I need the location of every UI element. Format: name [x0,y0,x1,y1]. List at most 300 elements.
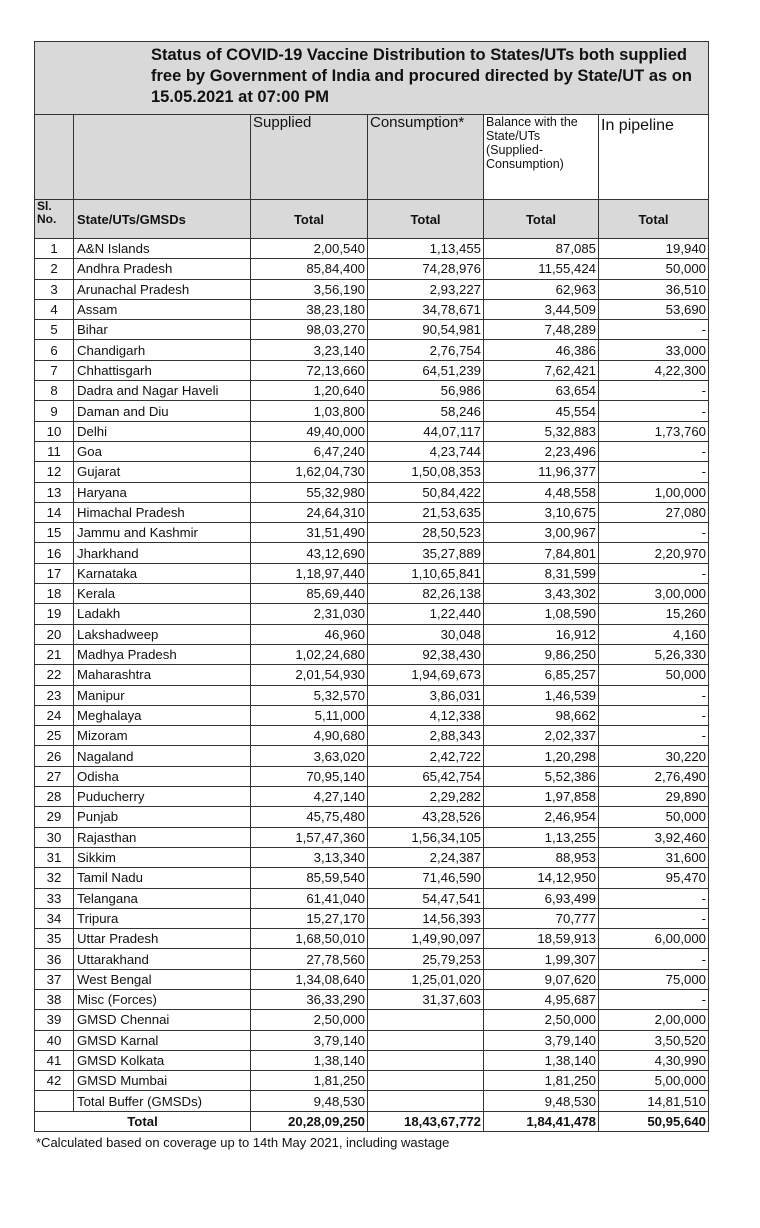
cell-state-name: Misc (Forces) [74,989,251,1009]
cell-balance: 11,96,377 [484,462,599,482]
cell-pipeline: - [599,726,709,746]
cell-sl-no: 13 [35,482,74,502]
cell-sl-no: 39 [35,1010,74,1030]
cell-consumption: 2,24,387 [368,847,484,867]
header-total-pipeline: Total [599,200,709,239]
cell-supplied: 98,03,270 [251,320,368,340]
table-row [35,1071,709,1091]
cell-sl-no: 23 [35,685,74,705]
cell-state-name: Manipur [74,685,251,705]
cell-consumption: 34,78,671 [368,299,484,319]
cell-pipeline: 53,690 [599,299,709,319]
cell-consumption: 4,23,744 [368,441,484,461]
cell-state-name: Jammu and Kashmir [74,523,251,543]
cell-state-name: Goa [74,441,251,461]
cell-supplied: 4,90,680 [251,726,368,746]
cell-supplied: 61,41,040 [251,888,368,908]
cell-supplied: 85,59,540 [251,868,368,888]
cell-consumption: 31,37,603 [368,989,484,1009]
cell-state-name: Punjab [74,807,251,827]
cell-state-name: Himachal Pradesh [74,502,251,522]
cell-balance: 3,00,967 [484,523,599,543]
cell-sl-no: 8 [35,381,74,401]
cell-pipeline: 50,000 [599,259,709,279]
table-row [35,259,709,279]
header-pipeline-label: In pipeline [601,117,674,134]
cell-pipeline: - [599,989,709,1009]
cell-pipeline: - [599,908,709,928]
cell-balance: 98,662 [484,705,599,725]
table-row [35,604,709,624]
cell-sl-no: 33 [35,888,74,908]
cell-supplied: 3,63,020 [251,746,368,766]
cell-consumption: 58,246 [368,401,484,421]
table-row [35,340,709,360]
cell-consumption: 74,28,976 [368,259,484,279]
cell-sl-no: 25 [35,726,74,746]
table-row [35,1010,709,1030]
cell-balance: 5,52,386 [484,766,599,786]
cell-supplied: 24,64,310 [251,502,368,522]
cell-balance: 7,62,421 [484,360,599,380]
cell-state-name: Haryana [74,482,251,502]
cell-supplied: 85,69,440 [251,584,368,604]
table-row [35,726,709,746]
cell-pipeline: 95,470 [599,868,709,888]
total-label: Total [35,1111,251,1131]
cell-sl-no: 3 [35,279,74,299]
cell-consumption: 2,88,343 [368,726,484,746]
table-row [35,888,709,908]
cell-consumption: 1,25,01,020 [368,969,484,989]
cell-supplied: 2,50,000 [251,1010,368,1030]
cell-pipeline: 4,30,990 [599,1050,709,1070]
vaccine-distribution-table [34,41,709,1132]
header-total-consumption: Total [368,200,484,239]
cell-sl-no: 31 [35,847,74,867]
cell-sl-no: 22 [35,665,74,685]
cell-pipeline: 5,26,330 [599,644,709,664]
cell-pipeline: - [599,401,709,421]
cell-state-name: GMSD Karnal [74,1030,251,1050]
cell-pipeline: - [599,563,709,583]
cell-supplied: 27,78,560 [251,949,368,969]
cell-balance: 18,59,913 [484,929,599,949]
cell-pipeline: 2,20,970 [599,543,709,563]
cell-balance: 2,46,954 [484,807,599,827]
cell-state-name: GMSD Mumbai [74,1071,251,1091]
cell-consumption: 3,86,031 [368,685,484,705]
cell-pipeline: 19,940 [599,239,709,259]
cell-state-name: Dadra and Nagar Haveli [74,381,251,401]
cell-balance: 45,554 [484,401,599,421]
cell-state-name: Tamil Nadu [74,868,251,888]
cell-sl-no: 40 [35,1030,74,1050]
cell-consumption: 54,47,541 [368,888,484,908]
cell-state-name: Andhra Pradesh [74,259,251,279]
cell-consumption [368,1050,484,1070]
table-row [35,299,709,319]
table-row [35,827,709,847]
cell-sl-no [35,1091,74,1111]
cell-sl-no: 32 [35,868,74,888]
cell-supplied: 1,81,250 [251,1071,368,1091]
cell-state-name: Ladakh [74,604,251,624]
cell-supplied: 5,32,570 [251,685,368,705]
cell-supplied: 49,40,000 [251,421,368,441]
cell-balance: 1,20,298 [484,746,599,766]
cell-consumption: 14,56,393 [368,908,484,928]
cell-pipeline: 6,00,000 [599,929,709,949]
cell-pipeline: 15,260 [599,604,709,624]
cell-sl-no: 36 [35,949,74,969]
header-balance-label: Balance with the State/UTs (Supplied-Consumption) [486,115,578,171]
header-consumption [368,115,484,200]
cell-supplied: 85,84,400 [251,259,368,279]
cell-consumption [368,1010,484,1030]
cell-sl-no: 15 [35,523,74,543]
table-row [35,807,709,827]
total-supplied: 20,28,09,250 [251,1111,368,1131]
table-row [35,1050,709,1070]
cell-state-name: Telangana [74,888,251,908]
cell-balance: 1,38,140 [484,1050,599,1070]
cell-consumption: 28,50,523 [368,523,484,543]
cell-consumption: 1,56,34,105 [368,827,484,847]
cell-supplied: 2,31,030 [251,604,368,624]
cell-balance: 2,23,496 [484,441,599,461]
cell-balance: 1,46,539 [484,685,599,705]
table-row [35,482,709,502]
total-consumption: 18,43,67,772 [368,1111,484,1131]
cell-balance: 1,81,250 [484,1071,599,1091]
cell-sl-no: 38 [35,989,74,1009]
cell-sl-no: 5 [35,320,74,340]
cell-pipeline: 1,73,760 [599,421,709,441]
cell-balance: 2,02,337 [484,726,599,746]
cell-balance: 62,963 [484,279,599,299]
cell-state-name: Assam [74,299,251,319]
cell-balance: 63,654 [484,381,599,401]
cell-consumption: 43,28,526 [368,807,484,827]
cell-supplied: 4,27,140 [251,787,368,807]
cell-state-name: Chhattisgarh [74,360,251,380]
cell-state-name: Karnataka [74,563,251,583]
table-row [35,665,709,685]
cell-sl-no: 42 [35,1071,74,1091]
table-row [35,868,709,888]
cell-pipeline: - [599,320,709,340]
cell-supplied: 15,27,170 [251,908,368,928]
cell-supplied: 55,32,980 [251,482,368,502]
cell-balance: 16,912 [484,624,599,644]
cell-supplied: 1,38,140 [251,1050,368,1070]
cell-pipeline: 4,160 [599,624,709,644]
table-row [35,523,709,543]
table-row [35,462,709,482]
cell-consumption: 82,26,138 [368,584,484,604]
table-row [35,441,709,461]
cell-balance: 7,84,801 [484,543,599,563]
vaccine-distribution-document [34,41,708,1132]
cell-consumption: 2,42,722 [368,746,484,766]
cell-consumption: 1,10,65,841 [368,563,484,583]
cell-supplied: 36,33,290 [251,989,368,1009]
header-sl-no: Sl. No. [35,200,74,239]
table-row [35,320,709,340]
cell-consumption [368,1091,484,1111]
total-balance: 1,84,41,478 [484,1111,599,1131]
cell-state-name: Madhya Pradesh [74,644,251,664]
table-row [35,949,709,969]
cell-supplied: 1,68,50,010 [251,929,368,949]
cell-consumption: 50,84,422 [368,482,484,502]
cell-state-name: Lakshadweep [74,624,251,644]
cell-balance: 9,07,620 [484,969,599,989]
cell-pipeline: 3,50,520 [599,1030,709,1050]
cell-consumption: 90,54,981 [368,320,484,340]
cell-pipeline: - [599,441,709,461]
cell-pipeline: 2,76,490 [599,766,709,786]
table-row [35,360,709,380]
cell-pipeline: - [599,381,709,401]
cell-state-name: Tripura [74,908,251,928]
table-body [35,239,709,1112]
cell-state-name: Bihar [74,320,251,340]
cell-consumption: 1,13,455 [368,239,484,259]
cell-balance: 3,10,675 [484,502,599,522]
table-row [35,746,709,766]
cell-sl-no: 19 [35,604,74,624]
cell-state-name: Puducherry [74,787,251,807]
cell-consumption: 4,12,338 [368,705,484,725]
table-row [35,908,709,928]
cell-state-name: Kerala [74,584,251,604]
cell-sl-no: 26 [35,746,74,766]
cell-supplied: 45,75,480 [251,807,368,827]
cell-consumption: 1,22,440 [368,604,484,624]
header-blank [74,115,251,200]
cell-supplied: 5,11,000 [251,705,368,725]
table-row [35,381,709,401]
cell-pipeline: 31,600 [599,847,709,867]
cell-supplied: 2,00,540 [251,239,368,259]
cell-sl-no: 18 [35,584,74,604]
cell-state-name: Uttar Pradesh [74,929,251,949]
cell-pipeline: - [599,888,709,908]
cell-consumption: 21,53,635 [368,502,484,522]
cell-consumption: 44,07,117 [368,421,484,441]
table-row [35,584,709,604]
table-row [35,847,709,867]
cell-state-name: Total Buffer (GMSDs) [74,1091,251,1111]
cell-state-name: Delhi [74,421,251,441]
header-consumption-label: Consumption* [370,114,465,131]
cell-sl-no: 37 [35,969,74,989]
cell-balance: 7,48,289 [484,320,599,340]
cell-pipeline: 5,00,000 [599,1071,709,1091]
cell-pipeline: - [599,949,709,969]
header-blank [35,115,74,200]
cell-sl-no: 41 [35,1050,74,1070]
cell-consumption: 30,048 [368,624,484,644]
cell-state-name: Maharashtra [74,665,251,685]
cell-pipeline: 29,890 [599,787,709,807]
cell-pipeline: 30,220 [599,746,709,766]
header-balance [484,115,599,200]
cell-state-name: Arunachal Pradesh [74,279,251,299]
cell-consumption [368,1071,484,1091]
cell-balance: 6,93,499 [484,888,599,908]
cell-sl-no: 27 [35,766,74,786]
cell-pipeline: 4,22,300 [599,360,709,380]
cell-state-name: Sikkim [74,847,251,867]
cell-balance: 70,777 [484,908,599,928]
table-row [35,1030,709,1050]
cell-balance: 4,95,687 [484,989,599,1009]
table-title: Status of COVID-19 Vaccine Distribution to States/UTs both supplied free by Government of India and procured directed by State/UT as on 15.05.2021 at 07:00 PM [35,42,709,115]
cell-sl-no: 28 [35,787,74,807]
cell-consumption: 64,51,239 [368,360,484,380]
header-state: State/UTs/GMSDs [74,200,251,239]
cell-sl-no: 1 [35,239,74,259]
cell-balance: 3,79,140 [484,1030,599,1050]
cell-state-name: Nagaland [74,746,251,766]
table-row [35,401,709,421]
cell-consumption: 2,76,754 [368,340,484,360]
cell-state-name: Odisha [74,766,251,786]
cell-supplied: 3,56,190 [251,279,368,299]
cell-supplied: 46,960 [251,624,368,644]
cell-balance: 3,44,509 [484,299,599,319]
table-row [35,989,709,1009]
table-row [35,1091,709,1111]
cell-supplied: 3,79,140 [251,1030,368,1050]
table-row [35,766,709,786]
cell-supplied: 6,47,240 [251,441,368,461]
cell-balance: 46,386 [484,340,599,360]
cell-sl-no: 11 [35,441,74,461]
table-row [35,969,709,989]
cell-state-name: Mizoram [74,726,251,746]
cell-sl-no: 6 [35,340,74,360]
cell-balance: 6,85,257 [484,665,599,685]
table-row [35,502,709,522]
cell-supplied: 31,51,490 [251,523,368,543]
header-total-balance: Total [484,200,599,239]
cell-sl-no: 34 [35,908,74,928]
cell-supplied: 38,23,180 [251,299,368,319]
cell-pipeline: 75,000 [599,969,709,989]
cell-state-name: Jharkhand [74,543,251,563]
cell-pipeline: 2,00,000 [599,1010,709,1030]
cell-balance: 5,32,883 [484,421,599,441]
cell-consumption: 2,93,227 [368,279,484,299]
cell-state-name: Gujarat [74,462,251,482]
cell-state-name: Daman and Diu [74,401,251,421]
cell-state-name: A&N Islands [74,239,251,259]
header-pipeline [599,115,709,200]
cell-consumption: 1,49,90,097 [368,929,484,949]
cell-state-name: Uttarakhand [74,949,251,969]
cell-balance: 11,55,424 [484,259,599,279]
cell-pipeline: 3,92,460 [599,827,709,847]
cell-consumption: 65,42,754 [368,766,484,786]
cell-balance: 8,31,599 [484,563,599,583]
cell-supplied: 1,62,04,730 [251,462,368,482]
cell-balance: 9,48,530 [484,1091,599,1111]
cell-state-name: GMSD Chennai [74,1010,251,1030]
cell-sl-no: 10 [35,421,74,441]
cell-balance: 4,48,558 [484,482,599,502]
table-row [35,624,709,644]
cell-consumption: 92,38,430 [368,644,484,664]
cell-balance: 2,50,000 [484,1010,599,1030]
cell-sl-no: 17 [35,563,74,583]
total-row [35,1111,709,1131]
cell-supplied: 2,01,54,930 [251,665,368,685]
cell-supplied: 9,48,530 [251,1091,368,1111]
cell-sl-no: 16 [35,543,74,563]
header-supplied [251,115,368,200]
cell-supplied: 1,18,97,440 [251,563,368,583]
table-row [35,685,709,705]
cell-balance: 1,08,590 [484,604,599,624]
cell-pipeline: - [599,462,709,482]
table-row [35,705,709,725]
cell-supplied: 3,23,140 [251,340,368,360]
table-row [35,543,709,563]
cell-sl-no: 30 [35,827,74,847]
cell-supplied: 70,95,140 [251,766,368,786]
cell-pipeline: 50,000 [599,807,709,827]
cell-pipeline: 14,81,510 [599,1091,709,1111]
cell-consumption: 35,27,889 [368,543,484,563]
cell-sl-no: 20 [35,624,74,644]
cell-pipeline: 27,080 [599,502,709,522]
cell-pipeline: 50,000 [599,665,709,685]
cell-pipeline: 33,000 [599,340,709,360]
cell-sl-no: 29 [35,807,74,827]
header-total-supplied: Total [251,200,368,239]
cell-consumption: 71,46,590 [368,868,484,888]
cell-balance: 87,085 [484,239,599,259]
cell-supplied: 1,57,47,360 [251,827,368,847]
table-row [35,787,709,807]
cell-sl-no: 14 [35,502,74,522]
cell-pipeline: 3,00,000 [599,584,709,604]
cell-consumption: 1,50,08,353 [368,462,484,482]
cell-pipeline: - [599,523,709,543]
cell-consumption: 2,29,282 [368,787,484,807]
cell-sl-no: 12 [35,462,74,482]
cell-sl-no: 35 [35,929,74,949]
cell-sl-no: 24 [35,705,74,725]
cell-supplied: 1,20,640 [251,381,368,401]
cell-balance: 3,43,302 [484,584,599,604]
cell-state-name: GMSD Kolkata [74,1050,251,1070]
total-pipeline: 50,95,640 [599,1111,709,1131]
cell-state-name: Rajasthan [74,827,251,847]
cell-state-name: West Bengal [74,969,251,989]
cell-state-name: Chandigarh [74,340,251,360]
cell-balance: 14,12,950 [484,868,599,888]
cell-sl-no: 4 [35,299,74,319]
cell-balance: 1,13,255 [484,827,599,847]
cell-sl-no: 7 [35,360,74,380]
cell-sl-no: 2 [35,259,74,279]
cell-balance: 9,86,250 [484,644,599,664]
